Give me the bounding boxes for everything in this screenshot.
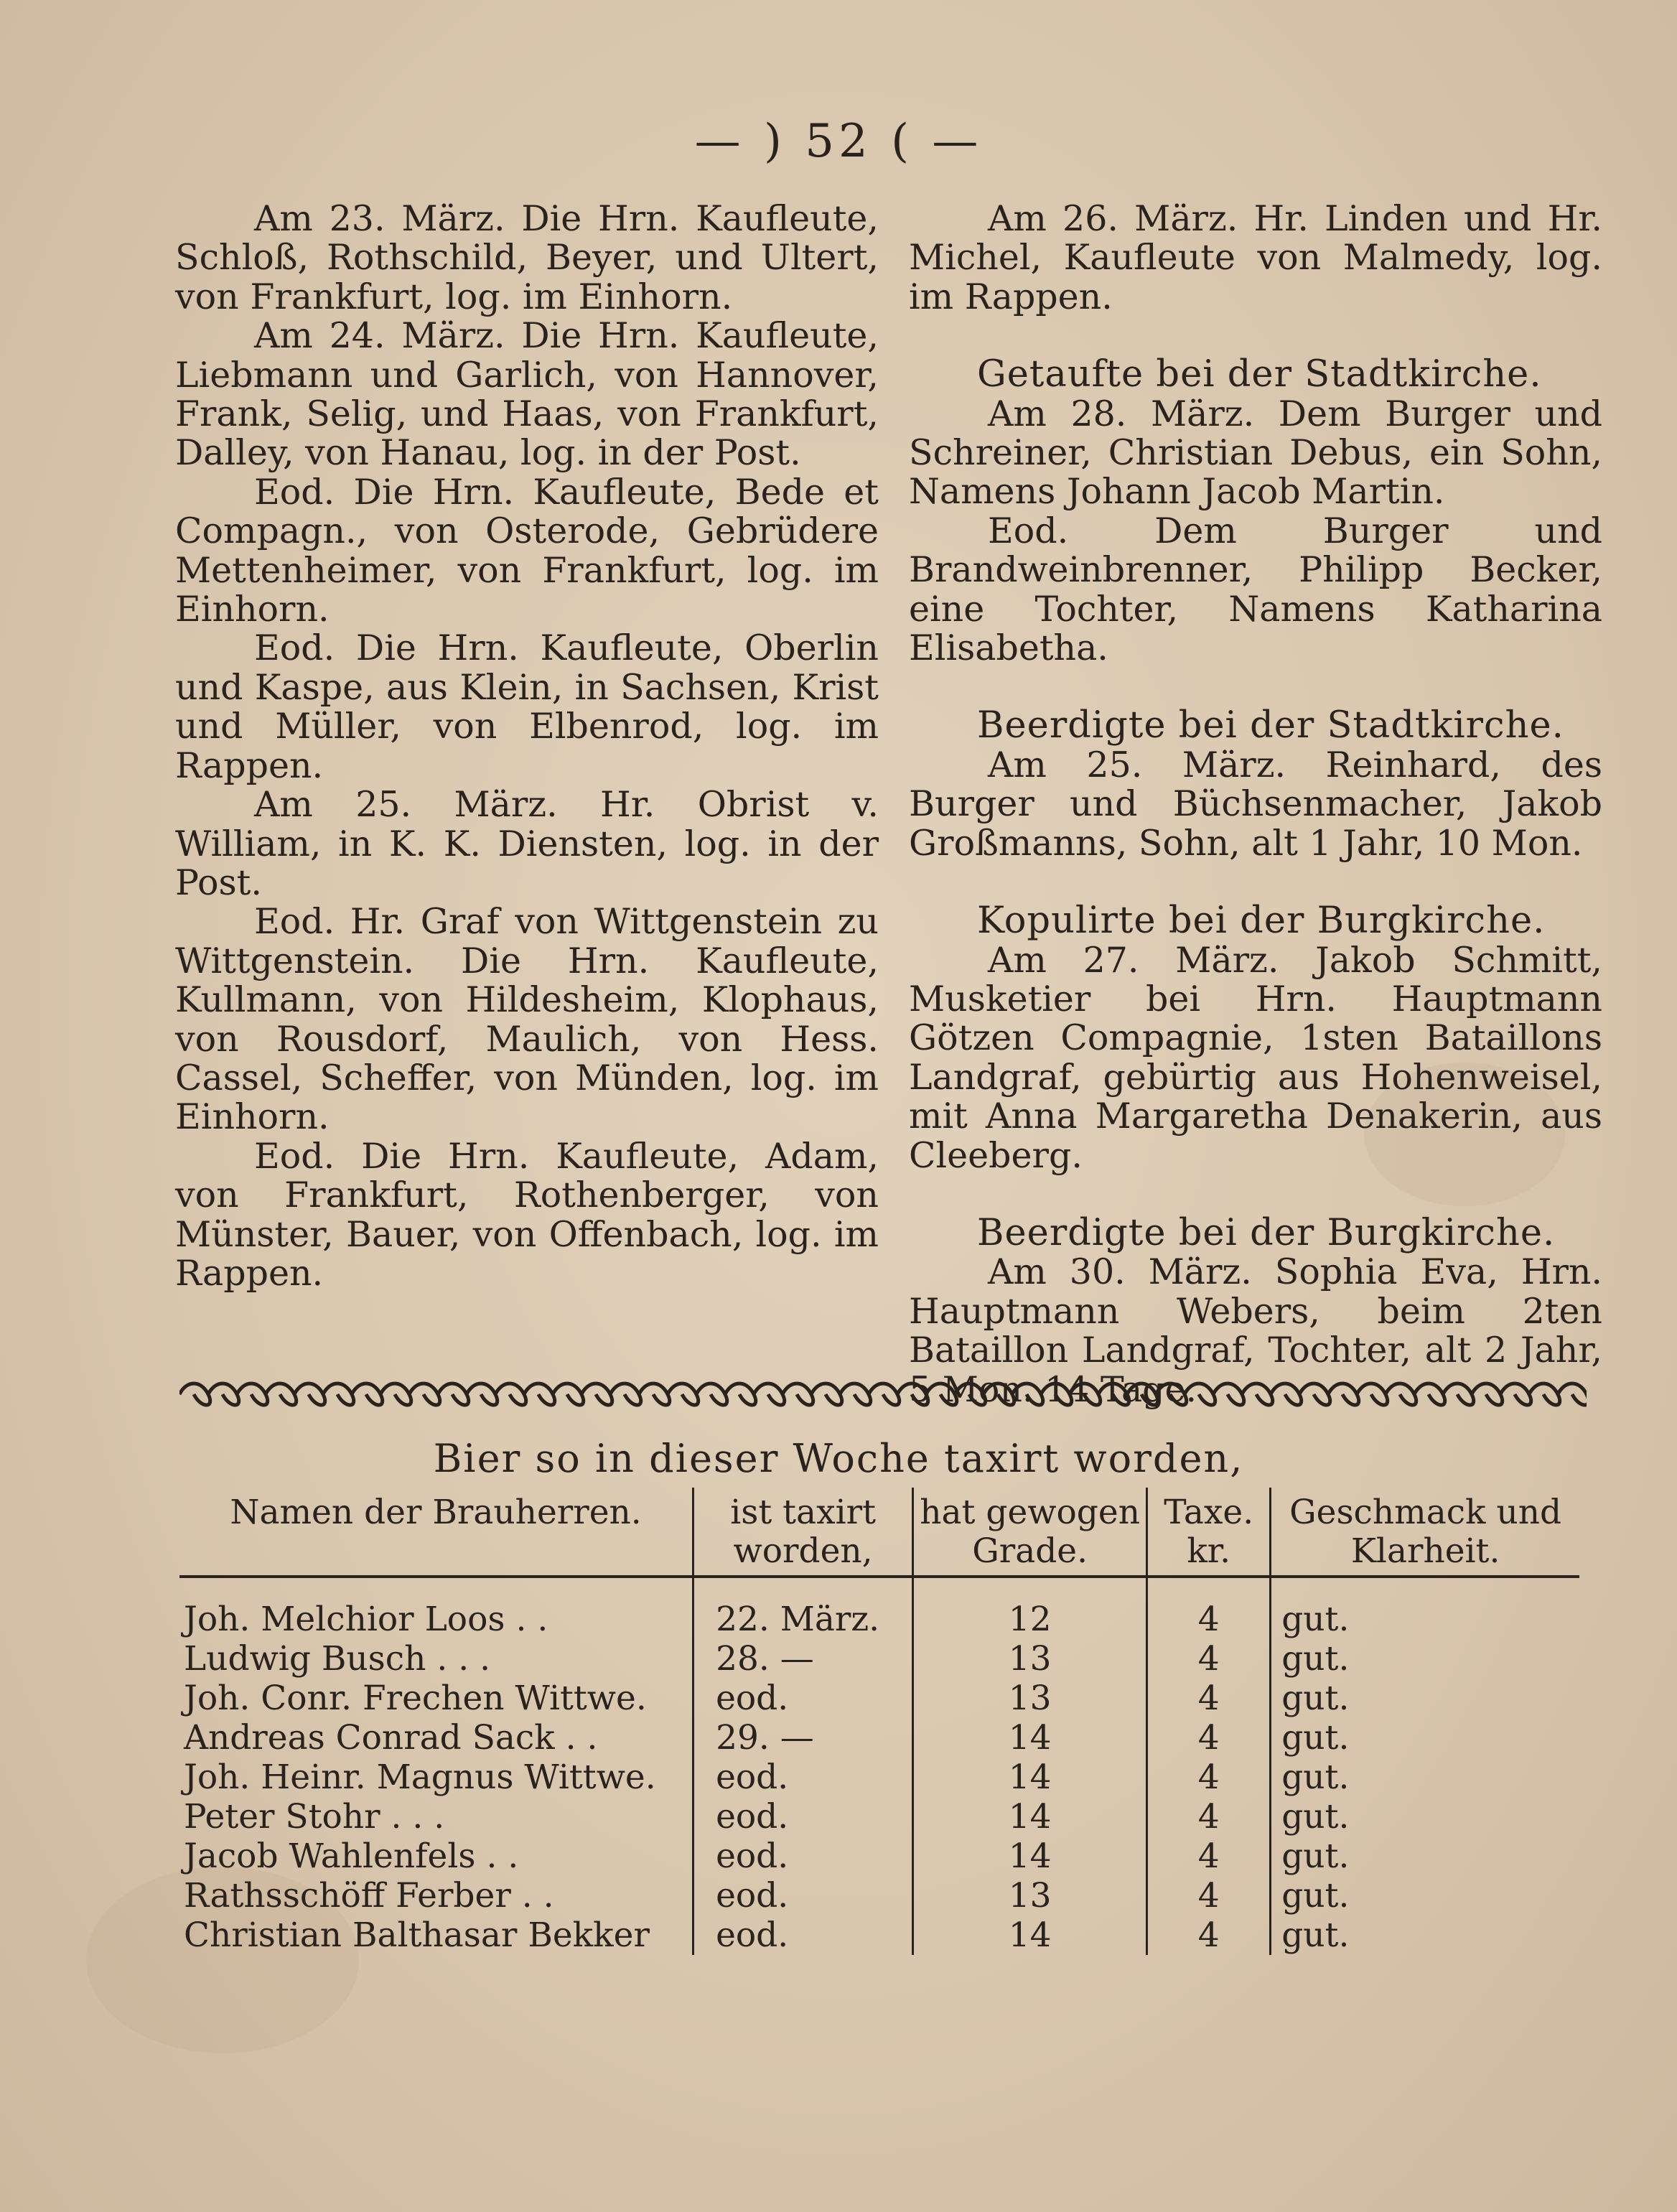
right-paragraph: Am 27. März. Jakob Schmitt, Musketier bei Hrn. Hauptmann Götzen Compagnie, 1sten Bataillons Landgraf, gebürtig aus Hohenweisel, mit Anna Margaretha Denakerin, aus Cleeberg. <box>909 939 1602 1176</box>
taste-clarity-cell: gut. <box>1271 1915 1579 1955</box>
taxed-date-cell: 22. März. <box>693 1577 913 1639</box>
taste-clarity-cell: gut. <box>1271 1797 1579 1837</box>
taxed-date-cell: 28. — <box>693 1639 913 1679</box>
taxed-date-cell: eod. <box>693 1758 913 1797</box>
tax-kreuzer-cell: 4 <box>1147 1876 1271 1915</box>
left-paragraph: Am 25. März. Hr. Obrist v. William, in K. K. Diensten, log. in der Post. <box>175 784 879 903</box>
brewer-name-cell: Joh. Melchior Loos . . <box>184 1600 548 1639</box>
right-paragraph: Eod. Dem Burger und Brandweinbrenner, Philipp Becker, eine Tochter, Namens Katharina Elisabetha. <box>909 510 1602 669</box>
brewer-name-cell: Rathsschöff Ferber . . <box>184 1876 554 1915</box>
right-paragraph: Am 30. März. Sophia Eva, Hrn. Hauptmann Webers, beim 2ten Bataillon Landgraf, Tochter, alt 2 Jahr, 5 Mon. 14 Tage. <box>909 1251 1602 1410</box>
right-paragraph: Am 26. März. Hr. Linden und Hr. Michel, Kaufleute von Malmedy, log. im Rappen. <box>909 198 1602 317</box>
degrees-cell: 13 <box>913 1639 1147 1679</box>
table-row <box>179 1639 1579 1679</box>
left-column <box>175 200 879 1293</box>
degrees-cell: 13 <box>913 1876 1147 1915</box>
header-taxed-on: ist taxirt worden, <box>693 1488 913 1577</box>
table-row <box>179 1797 1579 1837</box>
taxed-date-cell: eod. <box>693 1679 913 1718</box>
taste-clarity-cell: gut. <box>1271 1876 1579 1915</box>
table-row <box>179 1915 1579 1955</box>
table-row <box>179 1679 1579 1718</box>
table-row <box>179 1837 1579 1876</box>
table-row <box>179 1577 1579 1639</box>
taxed-date-cell: eod. <box>693 1876 913 1915</box>
left-paragraph: Am 23. März. Die Hrn. Kaufleute, Schloß, Rothschild, Beyer, und Ultert, von Frankfurt, log. im Einhorn. <box>175 198 879 317</box>
header-degrees: hat gewogen Grade. <box>913 1488 1147 1577</box>
tax-kreuzer-cell: 4 <box>1147 1577 1271 1639</box>
header-taste-clarity: Geschmack und Klarheit. <box>1271 1488 1579 1577</box>
right-section-heading: Getaufte bei der Stadtkirche. <box>977 353 1542 396</box>
table-title: Bier so in dieser Woche taxirt worden, <box>433 1436 1244 1481</box>
degrees-cell: 14 <box>913 1915 1147 1955</box>
taxed-date-cell: eod. <box>693 1797 913 1837</box>
tax-kreuzer-cell: 4 <box>1147 1915 1271 1955</box>
degrees-cell: 13 <box>913 1679 1147 1718</box>
left-paragraph: Eod. Hr. Graf von Wittgenstein zu Wittgenstein. Die Hrn. Kaufleute, Kullmann, von Hildesheim, Klophaus, von Rousdorf, Maulich, von Hess. Cassel, Scheffer, von Münden, log. im Einhorn. <box>175 901 879 1138</box>
right-section-heading: Beerdigte bei der Stadtkirche. <box>977 704 1564 747</box>
left-paragraph: Eod. Die Hrn. Kaufleute, Bede et Compagn., von Osterode, Gebrüdere Mettenheimer, von Frankfurt, log. im Einhorn. <box>175 471 879 630</box>
brewer-name-cell: Andreas Conrad Sack . . <box>184 1718 598 1758</box>
brewer-name-cell: Joh. Heinr. Magnus Wittwe. <box>184 1758 656 1797</box>
degrees-cell: 14 <box>913 1718 1147 1758</box>
right-paragraph: Am 28. März. Dem Burger und Schreiner, Christian Debus, ein Sohn, Namens Johann Jacob Martin. <box>909 393 1602 513</box>
table-row <box>179 1758 1579 1797</box>
page-number: — ) 52 ( — <box>694 115 983 168</box>
taste-clarity-cell: gut. <box>1271 1718 1579 1758</box>
table-row <box>179 1876 1579 1915</box>
degrees-cell: 14 <box>913 1758 1147 1797</box>
tax-kreuzer-cell: 4 <box>1147 1758 1271 1797</box>
tax-kreuzer-cell: 4 <box>1147 1797 1271 1837</box>
tax-kreuzer-cell: 4 <box>1147 1639 1271 1679</box>
left-paragraph: Eod. Die Hrn. Kaufleute, Oberlin und Kaspe, aus Klein, in Sachsen, Krist und Müller, von Elbenrod, log. im Rappen. <box>175 627 879 786</box>
degrees-cell: 14 <box>913 1797 1147 1837</box>
ornamental-divider <box>179 1378 1587 1410</box>
left-paragraph: Eod. Die Hrn. Kaufleute, Adam, von Frankfurt, Rothenberger, von Münster, Bauer, von Offenbach, log. im Rappen. <box>175 1135 879 1294</box>
taxed-date-cell: 29. — <box>693 1718 913 1758</box>
table-row <box>179 1718 1579 1758</box>
right-paragraph: Am 25. März. Reinhard, des Burger und Büchsenmacher, Jakob Großmanns, Sohn, alt 1 Jahr, 10 Mon. <box>909 744 1602 864</box>
taste-clarity-cell: gut. <box>1271 1577 1579 1639</box>
tax-kreuzer-cell: 4 <box>1147 1837 1271 1876</box>
header-tax: Taxe. kr. <box>1147 1488 1271 1577</box>
taste-clarity-cell: gut. <box>1271 1639 1579 1679</box>
table-header-row <box>179 1488 1579 1577</box>
taxed-date-cell: eod. <box>693 1915 913 1955</box>
left-paragraph: Am 24. März. Die Hrn. Kaufleute, Liebmann und Garlich, von Hannover, Frank, Selig, und Haas, von Frankfurt, Dalley, von Hanau, log. in der Post. <box>175 315 879 474</box>
degrees-cell: 12 <box>913 1577 1147 1639</box>
brewer-name-cell: Jacob Wahlenfels . . <box>184 1837 519 1876</box>
tax-kreuzer-cell: 4 <box>1147 1718 1271 1758</box>
taste-clarity-cell: gut. <box>1271 1837 1579 1876</box>
taste-clarity-cell: gut. <box>1271 1679 1579 1718</box>
degrees-cell: 14 <box>913 1837 1147 1876</box>
brewer-name-cell: Peter Stohr . . . <box>184 1797 445 1837</box>
brewer-name-cell: Ludwig Busch . . . <box>184 1639 491 1679</box>
header-brewers: Namen der Brauherren. <box>179 1488 693 1577</box>
tax-kreuzer-cell: 4 <box>1147 1679 1271 1718</box>
taxed-date-cell: eod. <box>693 1837 913 1876</box>
right-section-heading: Kopulirte bei der Burgkirche. <box>977 900 1546 943</box>
brewer-name-cell: Joh. Conr. Frechen Wittwe. <box>184 1679 647 1718</box>
brewer-name-cell: Christian Balthasar Bekker <box>184 1915 650 1955</box>
taste-clarity-cell: gut. <box>1271 1758 1579 1797</box>
right-column <box>909 200 1602 1409</box>
right-section-heading: Beerdigte bei der Burgkirche. <box>977 1211 1556 1254</box>
beer-tax-table <box>179 1488 1579 1955</box>
